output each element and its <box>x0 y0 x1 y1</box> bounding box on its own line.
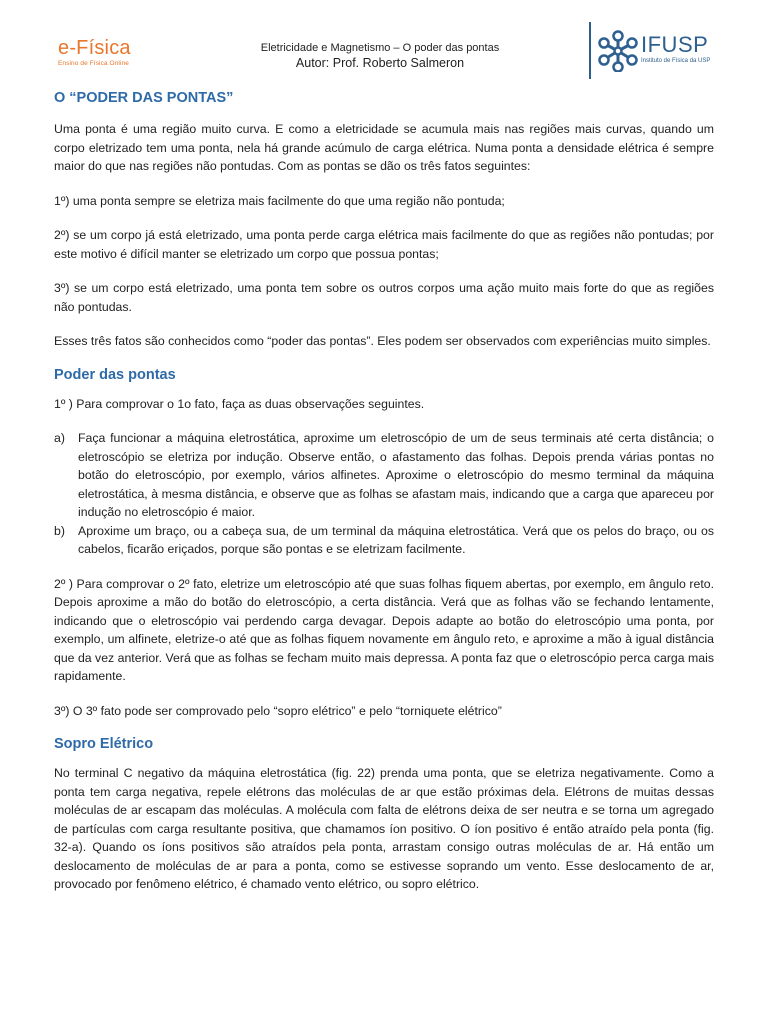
header-course-title: Eletricidade e Magnetismo – O poder das pontas <box>260 42 500 54</box>
efisica-logo-text: e-Física <box>58 37 131 59</box>
list-item-text: Faça funcionar a máquina eletrostática, aproxime um eletroscópio de um de seus terminais até certa distância; o eletroscópio se eletriza por indução. Observe então, o afastamento das folhas. Depois prenda várias pontas no botão do eletroscópio, por exemplo, vários alfinetes. Aproxime o eletroscópio do mesmo terminal da máquina eletrostática, à mesma distância, e observe que as folhas se afastam mais, indicando que a carga que apareceu por indução no eletroscópio é maior. <box>78 431 714 519</box>
page-header <box>0 0 768 80</box>
fact-1: 1º) uma ponta sempre se eletriza mais facilmente do que uma região não pontuda; <box>54 193 505 208</box>
page-title: O “PODER DAS PONTAS” <box>54 90 234 106</box>
header-divider <box>589 22 591 79</box>
efisica-logo <box>58 38 131 67</box>
intro-paragraph: Uma ponta é uma região muito curva. E como a eletricidade se acumula mais nas regiões mais curvas, quando um corpo eletrizado tem uma ponta, nela há grande acúmulo de carga elétrica. Numa ponta a densidade elétrica é sempre maior do que nas regiões não pontudas. Com as pontas se dão os três fatos seguintes: <box>54 122 714 173</box>
section-heading-poder-das-pontas: Poder das pontas <box>54 366 176 383</box>
header-author: Autor: Prof. Roberto Salmeron <box>295 56 465 70</box>
ifusp-logo-text: IFUSP <box>641 32 709 57</box>
document-body <box>54 90 714 910</box>
list-item <box>54 522 714 559</box>
observation-list <box>54 429 714 559</box>
list-item-marker: a) <box>54 431 65 445</box>
list-item-marker: b) <box>54 523 65 538</box>
section1-paragraph-3: 3º) O 3º fato pode ser comprovado pelo “sopro elétrico” e pelo “torniquete elétrico” <box>54 703 502 718</box>
ifusp-logo-tagline: Instituto de Física da USP <box>641 58 711 64</box>
efisica-logo-tagline: Ensino de Física Online <box>58 60 129 67</box>
section2-paragraph-1: No terminal C negativo da máquina eletrostática (fig. 22) prenda uma ponta, que se eletriza negativamente. Como a ponta tem carga negativa, repele elétrons das moléculas de ar que estão próximas dela. Elétrons de muitas dessas moléculas de ar escapam das moléculas. A molécula com falta de elétrons deixa de ser neutra e se torna um agregado de partículas com carga resultante positiva, que chamamos íon positivo. O íon positivo é então atraído pela ponta (fig. 32-a). Quando os íons positivos são atraídos pela ponta, arrastam consigo outras moléculas de ar. Há então um deslocamento de moléculas de ar para a ponta, como se estivesse soprando um vento. Esse deslocamento de ar, provocado por fenômeno elétrico, é chamado vento elétrico, ou sopro elétrico. <box>54 766 714 891</box>
section1-paragraph-2: 2º ) Para comprovar o 2º fato, eletrize um eletroscópio até que suas folhas fiquem abertas, por exemplo, em ângulo reto. Depois aproxime a mão do botão do eletroscópio, a certa distância. Verá que as folhas vão se fechando lentamente, indicando que o eletroscópio vai perdendo carga devagar. Depois adapte ao botão do eletroscópio uma ponta, por exemplo, um alfinete, eletrize-o até que as folhas fiquem novamente em ângulo reto, e aproxime a mão à igual distância que da vez anterior. Verá que as folhas se fecham muito mais depressa. A ponta faz que o eletroscópio perca carga mais rapidamente. <box>54 576 714 683</box>
section-heading-sopro-eletrico: Sopro Elétrico <box>54 736 154 752</box>
fact-3: 3º) se um corpo está eletrizado, uma ponta tem sobre os outros corpos uma ação muito mais forte do que as regiões não pontudas. <box>54 281 714 314</box>
fact-2: 2º) se um corpo já está eletrizado, uma ponta perde carga elétrica mais facilmente do que as regiões não pontudas; por este motivo é difícil manter se eletrizado um corpo que possua pontas; <box>54 228 714 261</box>
header-title-block <box>200 42 560 70</box>
section1-paragraph-1: 1º ) Para comprovar o 1o fato, faça as duas observações seguintes. <box>54 396 425 411</box>
list-item-text: Aproxime um braço, ou a cabeça sua, de um terminal da máquina eletrostática. Verá que os pelos do braço, ou os cabelos, ficarão eriçados, porque são pontas e se eletrizam facilmente. <box>78 523 714 556</box>
molecule-icon <box>597 30 639 72</box>
intro-conclusion: Esses três fatos são conhecidos como “poder das pontas”. Eles podem ser observados com experiências muito simples. <box>54 334 711 348</box>
list-item <box>54 429 714 522</box>
